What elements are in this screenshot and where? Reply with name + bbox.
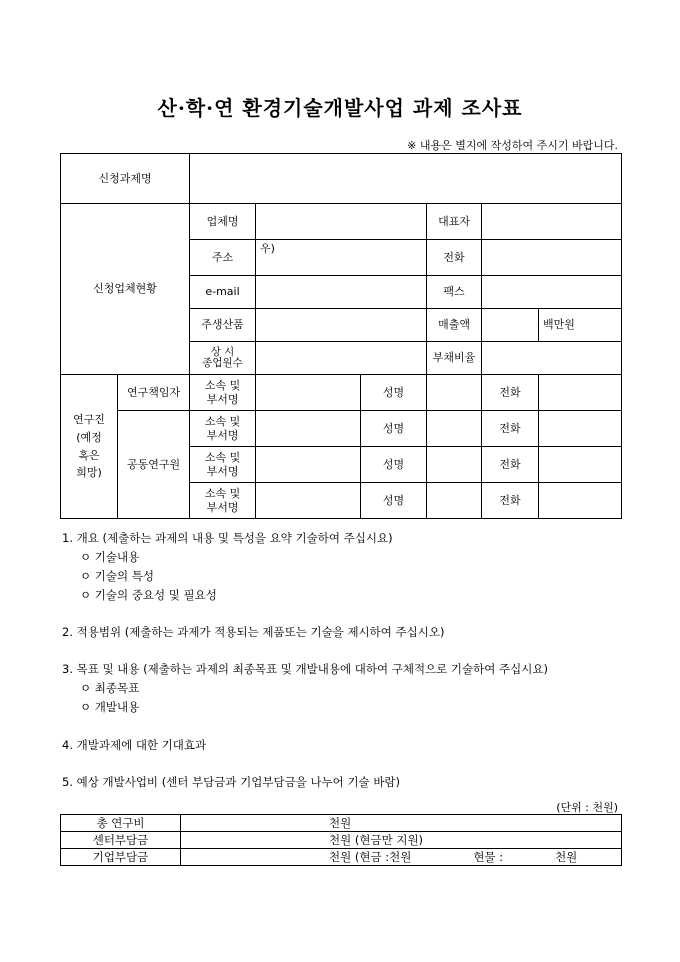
sales-unit: 백만원 <box>539 309 622 342</box>
in-kind-label: 현물 : <box>473 849 504 864</box>
cash-text: 천원 (현금 :천원 <box>329 849 412 864</box>
name-label: 성명 <box>361 447 427 483</box>
center-budget-label: 센터부담금 <box>61 832 181 849</box>
main-product-label: 주생산품 <box>190 309 256 342</box>
main-product-field[interactable] <box>256 309 427 342</box>
company-name-label: 업체명 <box>190 204 256 240</box>
name-field[interactable] <box>427 447 482 483</box>
debt-ratio-label: 부채비율 <box>427 342 482 375</box>
section-1-item: ㅇ 기술내용 <box>80 550 140 564</box>
section-1-heading: 1. 개요 (제출하는 과제의 내용 및 특성을 요약 기술하여 주십시요) <box>62 531 393 545</box>
tel-field[interactable] <box>539 483 622 519</box>
sales-label: 매출액 <box>427 309 482 342</box>
company-name-field[interactable] <box>256 204 427 240</box>
section-1-item: ㅇ 기술의 중요성 및 필요성 <box>80 588 217 602</box>
name-field[interactable] <box>427 375 482 411</box>
name-field[interactable] <box>427 483 482 519</box>
page-title: 산·학·연 환경기술개발사업 과제 조사표 <box>157 96 523 120</box>
dept-field[interactable] <box>256 411 361 447</box>
tel-label: 전화 <box>482 411 539 447</box>
section-3-item: ㅇ 최종목표 <box>80 681 140 695</box>
email-label: e-mail <box>190 276 256 309</box>
budget-table <box>60 814 622 866</box>
budget-unit: (단위 : 천원) <box>556 801 618 814</box>
project-name-label: 신청과제명 <box>61 154 190 204</box>
in-kind-unit: 천원 <box>555 849 578 864</box>
dept-label: 소속 및 부서명 <box>190 375 256 411</box>
dept-label: 소속 및 부서명 <box>190 483 256 519</box>
phone-label: 전화 <box>427 240 482 276</box>
section-4-heading: 4. 개발과제에 대한 기대효과 <box>62 738 207 752</box>
dept-label: 소속 및 부서명 <box>190 447 256 483</box>
total-budget-label: 총 연구비 <box>61 815 181 832</box>
tel-field[interactable] <box>539 447 622 483</box>
section-1-item: ㅇ 기술의 특성 <box>80 569 154 583</box>
tel-label: 전화 <box>482 483 539 519</box>
co-researcher-label: 공동연구원 <box>118 411 190 519</box>
ceo-label: 대표자 <box>427 204 482 240</box>
project-name-field[interactable] <box>190 154 622 204</box>
employees-label: 상 시 종업원수 <box>190 342 256 375</box>
lead-researcher-label: 연구책임자 <box>118 375 190 411</box>
dept-field[interactable] <box>256 447 361 483</box>
instruction-note: ※ 내용은 별지에 작성하여 주시기 바랍니다. <box>407 139 618 152</box>
address-label: 주소 <box>190 240 256 276</box>
tel-field[interactable] <box>539 375 622 411</box>
name-label: 성명 <box>361 375 427 411</box>
phone-field[interactable] <box>482 240 622 276</box>
email-field[interactable] <box>256 276 427 309</box>
dept-field[interactable] <box>256 483 361 519</box>
section-3-heading: 3. 목표 및 내용 (제출하는 과제의 최종목표 및 개발내용에 대하여 구체적으로 기술하여 주십시요) <box>62 662 548 676</box>
debt-ratio-field[interactable] <box>482 342 622 375</box>
fax-field[interactable] <box>482 276 622 309</box>
tel-label: 전화 <box>482 447 539 483</box>
ceo-field[interactable] <box>482 204 622 240</box>
sales-field[interactable] <box>482 309 539 342</box>
center-budget-field[interactable]: 천원 (현금만 지원) <box>181 832 622 849</box>
section-2-heading: 2. 적용범위 (제출하는 과제가 적용되는 제품또는 기술을 제시하여 주십시오) <box>62 625 445 639</box>
dept-field[interactable] <box>256 375 361 411</box>
researchers-label: 연구진 (예정 혹은 희망) <box>61 375 118 519</box>
dept-label: 소속 및 부서명 <box>190 411 256 447</box>
section-5-heading: 5. 예상 개발사업비 (센터 부담금과 기업부담금을 나누어 기술 바람) <box>62 775 401 789</box>
postal-prefix: 우) <box>260 242 275 255</box>
name-label: 성명 <box>361 411 427 447</box>
address-field[interactable] <box>256 240 427 276</box>
employees-field[interactable] <box>256 342 427 375</box>
company-status-label: 신청업체현황 <box>61 204 190 375</box>
application-form-table <box>60 153 622 519</box>
section-3-item: ㅇ 개발내용 <box>80 700 140 714</box>
company-budget-label: 기업부담금 <box>61 849 181 866</box>
tel-label: 전화 <box>482 375 539 411</box>
total-budget-field[interactable]: 천원 <box>181 815 622 832</box>
company-budget-field[interactable] <box>181 849 622 866</box>
name-label: 성명 <box>361 483 427 519</box>
name-field[interactable] <box>427 411 482 447</box>
fax-label: 팩스 <box>427 276 482 309</box>
tel-field[interactable] <box>539 411 622 447</box>
